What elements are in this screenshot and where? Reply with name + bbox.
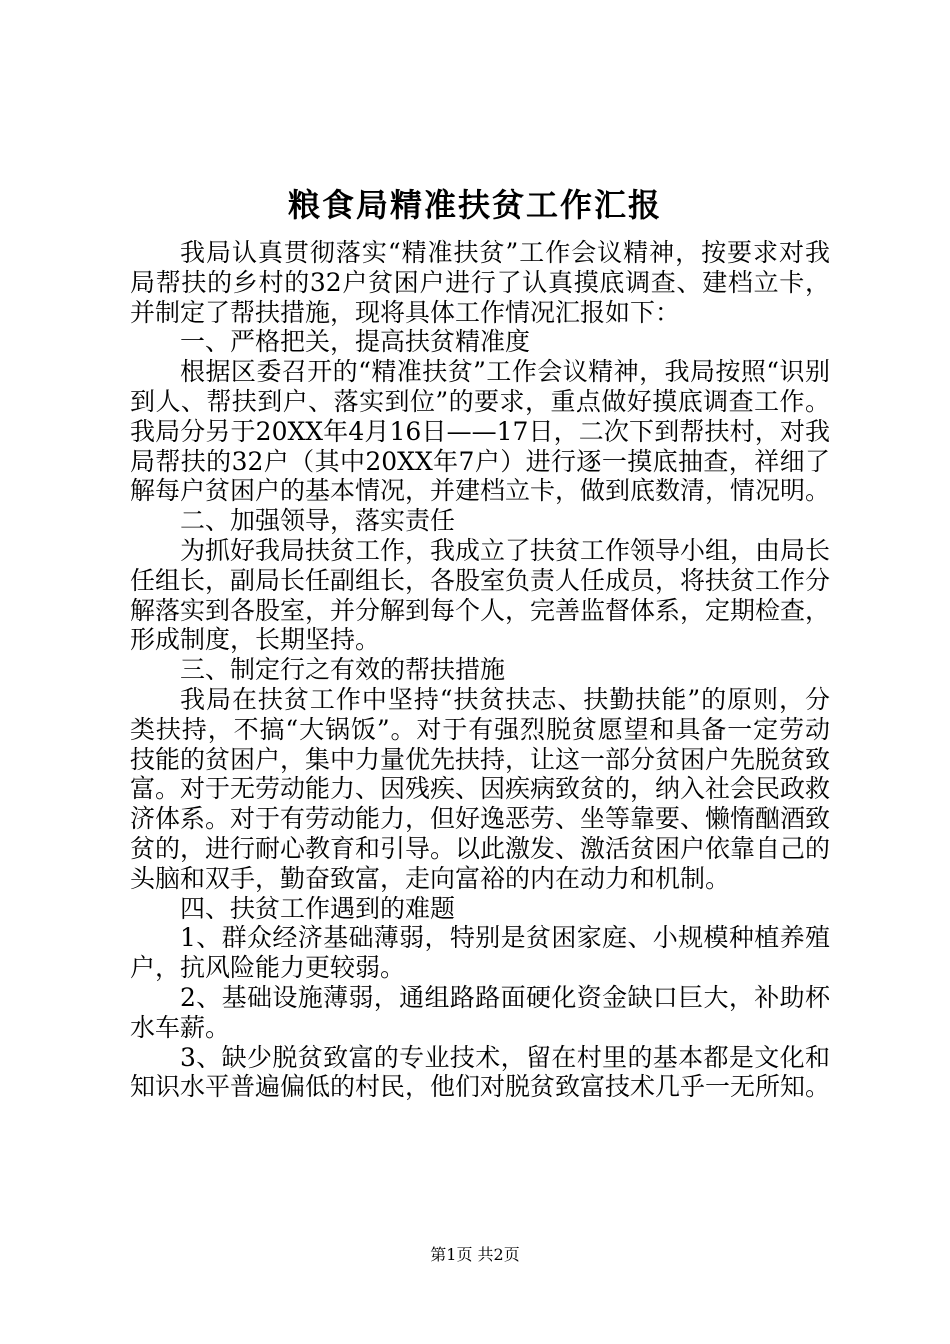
section-paragraph-2: 为抓好我局扶贫工作，我成立了扶贫工作领导小组，由局长任组长，副局长任副组长，各股室负责人任成员，将扶贫工作分解落实到各股室，并分解到每个人，完善监督体系，定期检查，形成制度，长期坚持。 — [130, 535, 831, 655]
difficulty-item-3: 3、缺少脱贫致富的专业技术，留在村里的基本都是文化和知识水平普遍偏低的村民，他们对脱贫致富技术几乎一无所知。 — [130, 1042, 831, 1102]
page-footer: 第1页 共2页 — [430, 1245, 520, 1264]
section-heading-1: 一、严格把关，提高扶贫精准度 — [180, 327, 531, 357]
intro-paragraph: 我局认真贯彻落实“精准扶贫”工作会议精神，按要求对我局帮扶的乡村的32户贫困户进行了认真摸底调查、建档立卡，并制定了帮扶措施，现将具体工作情况汇报如下： — [130, 238, 830, 327]
section-heading-3: 三、制定行之有效的帮扶措施 — [180, 655, 506, 685]
difficulty-item-1: 1、群众经济基础薄弱，特别是贫困家庭、小规模种植养殖户，抗风险能力更较弱。 — [130, 923, 830, 983]
difficulty-item-2: 2、基础设施薄弱，通组路路面硬化资金缺口巨大，补助杯水车薪。 — [130, 982, 830, 1042]
document-body — [130, 238, 830, 1102]
section-paragraph-3: 我局在扶贫工作中坚持“扶贫扶志、扶勤扶能”的原则，分类扶持，不搞“大锅饭”。对于有强烈脱贫愿望和具备一定劳动技能的贫困户，集中力量优先扶持，让这一部分贫困户先脱贫致富。对于无劳动能力、因残疾、因疾病致贫的，纳入社会民政救济体系。对于有劳动能力，但好逸恶劳、坐等靠要、懒惰酗酒致贫的，进行耐心教育和引导。以此激发、激活贫困户依靠自己的头脑和双手，勤奋致富，走向富裕的内在动力和机制。 — [130, 684, 831, 893]
section-heading-2: 二、加强领导，落实责任 — [180, 506, 456, 536]
section-paragraph-1: 根据区委召开的“精准扶贫”工作会议精神，我局按照“识别到人、帮扶到户、落实到位”的要求，重点做好摸底调查工作。我局分另于20XX年4月16日——17日，二次下到帮扶村，对我局帮扶的32户（其中20XX年7户）进行逐一摸底抽查，祥细了解每户贫困户的基本情况，并建档立卡，做到底数清，情况明。 — [130, 357, 831, 506]
section-heading-4: 四、扶贫工作遇到的难题 — [180, 893, 456, 923]
document-title: 粮食局精准扶贫工作汇报 — [287, 186, 662, 224]
